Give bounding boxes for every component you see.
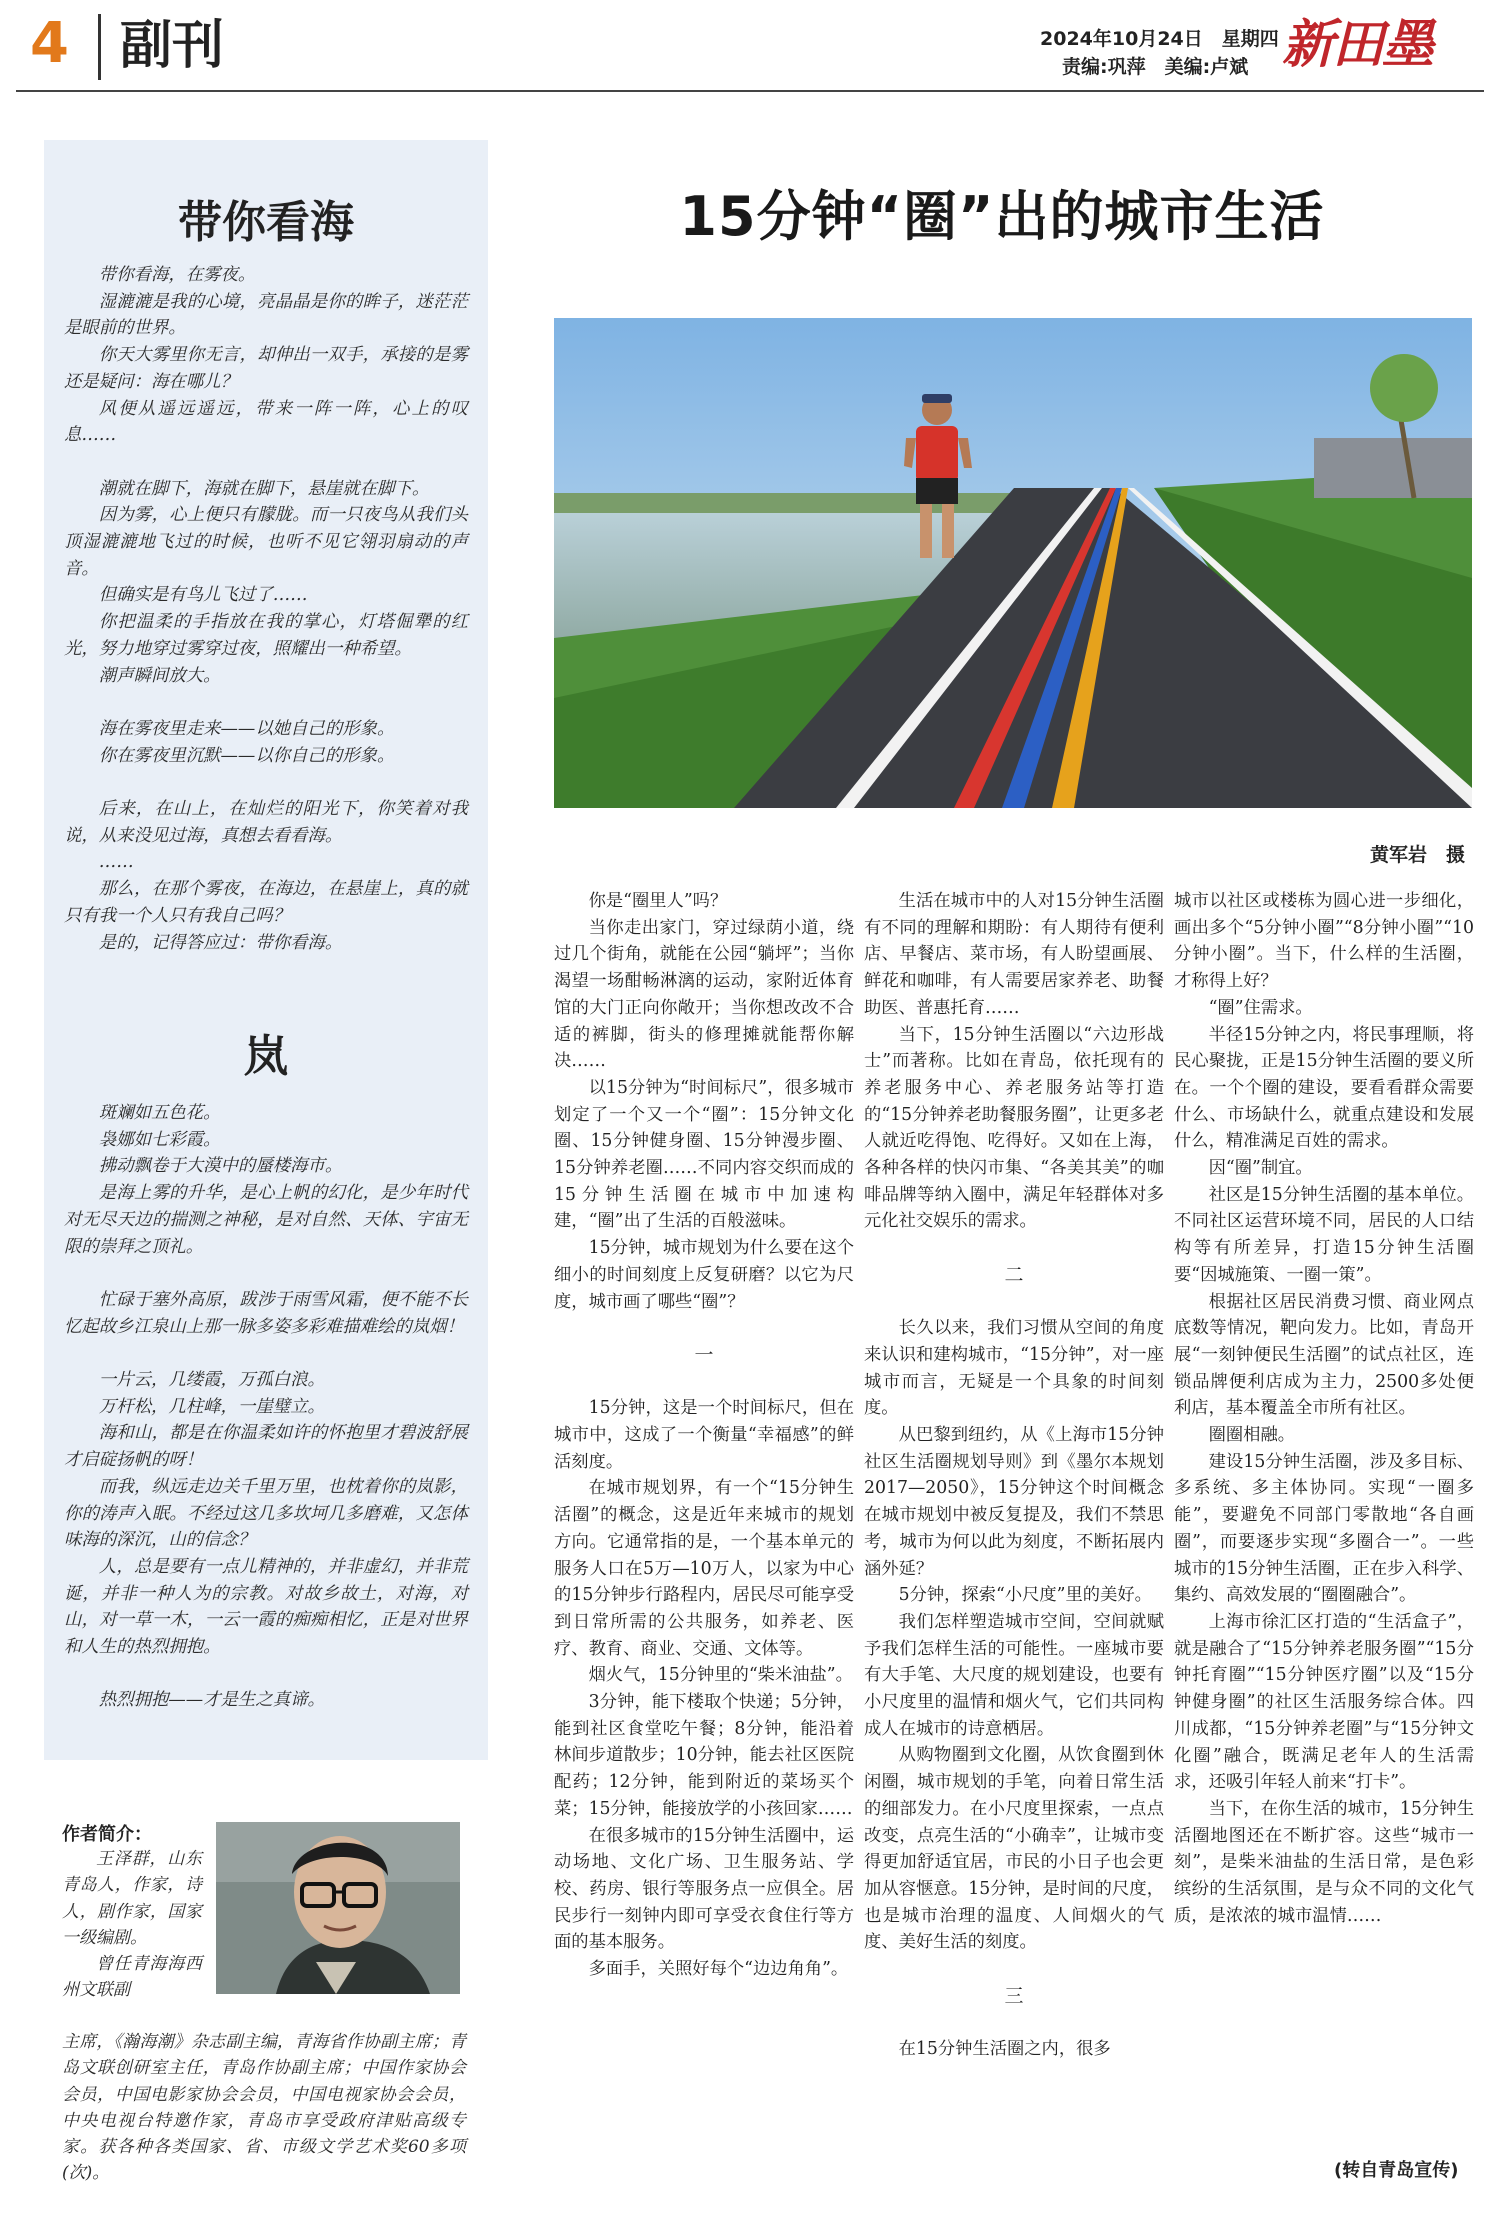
poem-line: 带你看海，在雾夜。 [98, 265, 256, 285]
poem-line [64, 449, 468, 476]
article-paragraph: 建设15分钟生活圈，涉及多目标、多系统、多主体协同。实现“一圈多能”，要避免不同部门零散地“各自画圈”，而要逐步实现“多圈合一”。一些城市的15分钟生活圈，正在步入科学、集约、高效发展的“圈圈融合”。 [1174, 1451, 1474, 1606]
poem-line: 而我，纵远走边关千里万里，也枕着你的岚影，你的涛声入眠。不经过这几多坎坷几多磨难，又怎体味海的深沉，山的信念？ [64, 1476, 468, 1551]
poem-line: 但确实是有鸟儿飞过了…… [98, 585, 308, 606]
header-divider [98, 14, 101, 80]
article-photo [554, 318, 1472, 808]
article-paragraph: “圈”住需求。 [1208, 997, 1313, 1018]
poem-line: 你把温柔的手指放在我的掌心，灯塔倔犟的红光，努力地穿过雾穿过夜，照耀出一种希望。 [64, 612, 468, 659]
poem-line: 斑斓如五色花。 [98, 1103, 221, 1123]
article-paragraph: 15分钟，城市规划为什么要在这个细小的时间刻度上反复研磨？以它为尺度，城市画了哪些“圈”？ [554, 1238, 854, 1312]
poem-line [64, 1260, 468, 1287]
poem-body-lan [64, 1100, 468, 1714]
poem-line: 潮就在脚下，海就在脚下，悬崖就在脚下。 [98, 478, 430, 499]
runner-on-greenway-photo [554, 318, 1472, 808]
article-paragraph: 城市以社区或楼栋为圆心进一步细化，画出多个“5分钟小圈”“8分钟小圈”“10分钟小圈”。当下，什么样的生活圈，才称得上好？ [1174, 891, 1474, 992]
section-heading: 三 [1004, 1984, 1024, 2007]
author-bio-paragraph: 王泽群，山东青岛人，作家，诗人，剧作家，国家一级编剧。 [62, 1849, 202, 1948]
article-column-3 [1174, 888, 1474, 1929]
poem-line: …… [98, 852, 134, 873]
poem-line: 袅娜如七彩霞。 [98, 1129, 221, 1150]
article-paragraph: 根据社区居民消费习惯、商业网点底数等情况，靶向发力。比如，青岛开展“一刻钟便民生活圈”的试点社区，连锁品牌便利店成为主力，2500多处便利店，基本覆盖全市所有社区。 [1174, 1291, 1474, 1419]
article-paragraph: 我们怎样塑造城市空间，空间就赋予我们怎样生活的可能性。一座城市要有大手笔、大尺度的规划建设，也要有小尺度里的温情和烟火气，它们共同构成人在城市的诗意栖居。 [864, 1611, 1164, 1739]
poem-line: 是的，记得答应过：带你看海。 [98, 932, 343, 953]
article-paragraph: 烟火气，15分钟里的“柴米油盐”。 [588, 1665, 853, 1686]
author-bio-paragraph: 曾任青海海西州文联副 [62, 1954, 202, 2001]
article-title: 15分钟“圈”出的城市生活 [679, 185, 1325, 248]
article-column-1 [554, 888, 854, 1983]
poem-title-lan: 岚 [244, 1031, 288, 1082]
poem-line: 后来，在山上，在灿烂的阳光下，你笑着对我说，从来没见过海，真想去看看海。 [64, 799, 468, 846]
article-paragraph: 长久以来，我们习惯从空间的角度来认识和建构城市，“15分钟”，对一座城市而言，无疑是一个具象的时间刻度。 [864, 1318, 1164, 1419]
poem-line: 那么，在那个雾夜，在海边，在悬崖上，真的就只有我一个人只有我自己吗？ [64, 879, 468, 926]
article-paragraph: 上海市徐汇区打造的“生活盒子”，就是融合了“15分钟养老服务圈”“15分钟托育圈”“15分钟医疗圈”以及“15分钟健身圈”的社区生活服务综合体。四川成都，“15分钟养老圈”与“15分钟文化圈”融合，既满足老年人的生活需求，还吸引年轻人前来“打卡”。 [1174, 1611, 1474, 1793]
photo-credit: 黄军岩 摄 [1370, 844, 1466, 866]
article-paragraph: 生活在城市中的人对15分钟生活圈有不同的理解和期盼：有人期待有便利店、早餐店、菜市场，有人盼望画展、鲜花和咖啡，有人需要居家养老、助餐助医、普惠托育…… [864, 891, 1164, 1018]
article-paragraph: 从购物圈到文化圈，从饮食圈到休闲圈，城市规划的手笔，向着日常生活的细部发力。在小尺度里探索，一点点改变，点亮生活的“小确幸”，让城市变得更加舒适宜居，市民的小日子也会更加从容惬意。15分钟，是时间的尺度，也是城市治理的温度、人间烟火的气度、美好生活的刻度。 [864, 1745, 1164, 1953]
page-number: 4 [30, 11, 69, 76]
poem-line: 潮声瞬间放大。 [98, 665, 221, 686]
article-paragraph: 当下，15分钟生活圈以“六边形战士”而著称。比如在青岛，依托现有的养老服务中心、养老服务站等打造的“15分钟养老助餐服务圈”，让更多老人就近吃得饱、吃得好。又如在上海，各种各样的快闪市集、“各美其美”的咖啡品牌等纳入圈中，满足年轻群体对多元化社交娱乐的需求。 [864, 1024, 1164, 1232]
poem-title-kanhai: 带你看海 [178, 197, 354, 248]
poem-line: 海和山，都是在你温柔如许的怀抱里才碧波舒展才启碇扬帆的呀！ [64, 1423, 468, 1471]
article-paragraph: 5分钟，探索“小尺度”里的美好。 [898, 1585, 1152, 1606]
author-bio-text-bottom [62, 2029, 466, 2187]
article-paragraph: 在很多城市的15分钟生活圈中，运动场地、文化广场、卫生服务站、学校、药房、银行等服务点一应俱全。居民步行一刻钟内即可享受衣食住行等方面的基本服务。 [554, 1825, 854, 1953]
paragraph-spacer [554, 1315, 854, 1342]
section-heading: 二 [1004, 1263, 1024, 1286]
article-paragraph: 当下，在你生活的城市，15分钟生活圈地图还在不断扩容。这些“城市一刻”，是柴米油盐的生活日常，是色彩缤纷的生活氛围，是与众不同的文化气质，是浓浓的城市温情…… [1174, 1798, 1474, 1926]
paragraph-spacer [554, 1369, 854, 1396]
article-paragraph: 多面手，关照好每个“边边角角”。 [588, 1959, 849, 1980]
paragraph-spacer [864, 1956, 1164, 1983]
poem-line [64, 769, 468, 796]
article-paragraph: 15分钟，这是一个时间标尺，但在城市中，这成了一个衡量“幸福感”的鲜活刻度。 [554, 1398, 854, 1472]
poem-line: 因为雾，心上便只有朦胧。而一只夜鸟从我们头顶湿漉漉地飞过的时候，也听不见它翎羽扇动的声音。 [64, 505, 468, 579]
poem-line: 海在雾夜里走来——以她自己的形象。 [98, 718, 395, 739]
article-paragraph: 当你走出家门，穿过绿荫小道，绕过几个街角，就能在公园“躺坪”；当你渴望一场酣畅淋漓的运动，家附近体育馆的大门正向你敞开；当你想改改不合适的裤脚，街头的修理摊就能帮你解决…… [554, 917, 854, 1072]
article-paragraph: 从巴黎到纽约，从《上海市15分钟社区生活圈规划导则》到《墨尔本规划2017—2050》，15分钟这个时间概念在城市规划中被反复提及，我们不禁思考，城市为何以此为刻度，不断拓展内涵外延？ [864, 1425, 1164, 1579]
poem-line [64, 689, 468, 716]
poem-line: 拂动飘卷于大漠中的蜃楼海市。 [98, 1156, 343, 1177]
author-portrait [216, 1822, 460, 1994]
poem-line [64, 1340, 468, 1367]
paragraph-spacer [864, 1235, 1164, 1262]
section-name: 副刊 [120, 16, 225, 76]
masthead-logo: 新田墨 [1282, 14, 1433, 75]
article-paragraph: 以15分钟为“时间标尺”，很多城市划定了一个又一个“圈”：15分钟文化圈、15分钟健身圈、15分钟漫步圈、15分钟养老圈……不同内容交织而成的15分钟生活圈在城市中加速构建，“圈”出了生活的百般滋味。 [554, 1077, 854, 1232]
poem-line: 你在雾夜里沉默——以你自己的形象。 [98, 745, 395, 766]
poem-line: 是海上雾的升华，是心上帆的幻化，是少年时代对无尽天边的揣测之神秘，是对自然、天体、宇宙无限的崇拜之顶礼。 [64, 1183, 468, 1257]
poem-line: 忙碌于塞外高原，跋涉于雨雪风霜，便不能不长忆起故乡江泉山上那一脉多姿多彩难描难绘的岚烟！ [64, 1289, 468, 1337]
article-paragraph: 在15分钟生活圈之内，很多 [898, 2039, 1111, 2060]
article-source: (转自青岛宣传) [1334, 2160, 1459, 2181]
article-paragraph: 在城市规划界，有一个“15分钟生活圈”的概念，这是近年来城市的规划方向。它通常指的是，一个基本单元的服务人口在5万—10万人，以家为中心的15分钟步行路程内，居民尽可能享受到日常所需的公共服务，如养老、医疗、教育、商业、交通、文体等。 [554, 1478, 854, 1659]
article-column-2 [864, 888, 1164, 2063]
author-bio-text-top [62, 1846, 202, 2004]
poem-body-kanhai [64, 262, 468, 956]
author-bio-paragraph: 主席，《瀚海潮》杂志副主编，青海省作协副主席；青岛文联创研室主任，青岛作协副主席；中国作家协会会员，中国电影家协会会员，中国电视家协会会员，中央电视台特邀作家，青岛市享受政府津贴高级专家。获各种各类国家、省、市级文学艺术奖60多项(次)。 [62, 2032, 466, 2184]
issue-date: 2024年10月24日 星期四 [1040, 28, 1279, 50]
article-paragraph: 社区是15分钟生活圈的基本单位。不同社区运营环境不同，居民的人口结构等有所差异，打造15分钟生活圈要“因城施策、一圈一策”。 [1174, 1184, 1474, 1285]
paragraph-spacer [864, 1289, 1164, 1316]
author-portrait-illustration [216, 1822, 460, 1994]
article-paragraph: 你是“圈里人”吗？ [588, 891, 728, 911]
section-heading: 一 [694, 1343, 714, 1366]
author-bio-label: 作者简介： [62, 1824, 152, 1845]
paragraph-spacer [864, 2009, 1164, 2036]
article-paragraph: 3分钟，能下楼取个快递；5分钟，能到社区食堂吃午餐；8分钟，能沿着林间步道散步；10分钟，能去社区医院配药；12分钟，能到附近的菜场买个菜；15分钟，能接放学的小孩回家…… [554, 1692, 854, 1819]
poem-line: 湿漉漉是我的心境，亮晶晶是你的眸子，迷茫茫是眼前的世界。 [64, 291, 468, 339]
poem-line: 万杆松，几柱峰，一崖璧立。 [98, 1396, 325, 1417]
poem-line: 风便从遥远遥远，带来一阵一阵，心上的叹息…… [64, 398, 468, 446]
editors-line: 责编:巩萍 美编:卢斌 [1062, 56, 1249, 78]
article-paragraph: 圈圈相融。 [1208, 1425, 1296, 1446]
poem-line [64, 1661, 468, 1688]
poem-line: 人，总是要有一点儿精神的，并非虚幻，并非荒诞，并非一种人为的宗教。对故乡故土，对海，对山，对一草一木，一云一霞的痴痴相忆，正是对世界和人生的热烈拥抱。 [64, 1556, 468, 1658]
poem-line: 一片云，几缕霞，万孤白浪。 [98, 1370, 325, 1390]
header-rule [16, 90, 1484, 92]
poem-line: 你天大雾里你无言，却伸出一双手，承接的是雾还是疑问：海在哪儿？ [64, 345, 468, 392]
poem-line: 热烈拥抱——才是生之真谛。 [98, 1690, 325, 1711]
article-paragraph: 因“圈”制宜。 [1208, 1158, 1313, 1179]
article-paragraph: 半径15分钟之内，将民事理顺，将民心聚拢，正是15分钟生活圈的要义所在。一个个圈的建设，要看看群众需要什么、市场缺什么，就重点建设和发展什么，精准满足百姓的需求。 [1174, 1024, 1474, 1152]
